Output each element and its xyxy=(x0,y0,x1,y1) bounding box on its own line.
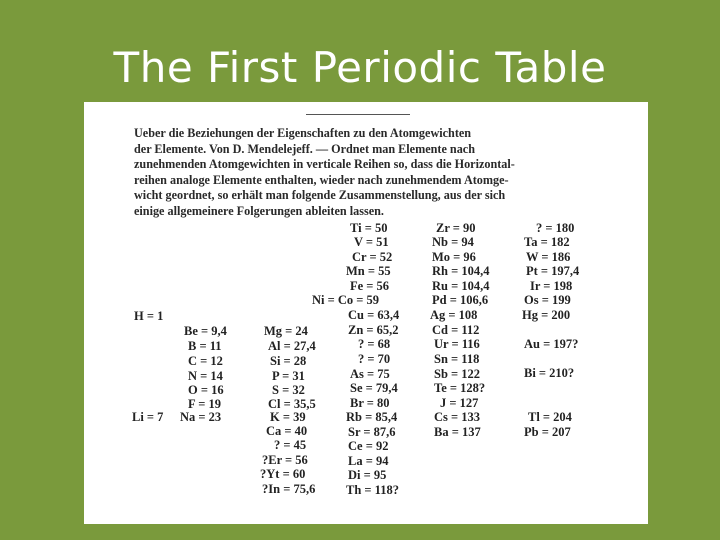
element-br: Br = 80 xyxy=(350,396,390,410)
element-pt: Pt = 197,4 xyxy=(526,264,580,278)
element-pd: Pd = 106,6 xyxy=(432,293,489,307)
element-in: ?In = 75,6 xyxy=(262,482,316,496)
element-cs: Cs = 133 xyxy=(434,410,481,424)
paragraph-line: wicht geordnet, so erhält man folgende Zusammenstellung, aus der sich xyxy=(134,188,506,203)
element-unknown-68: ? = 68 xyxy=(358,337,391,351)
element-v: V = 51 xyxy=(354,235,389,249)
element-mn: Mn = 55 xyxy=(346,264,391,278)
element-cl: Cl = 35,5 xyxy=(268,397,316,411)
slide-title: The First Periodic Table xyxy=(113,43,607,92)
element-yt: ?Yt = 60 xyxy=(260,467,306,481)
element-er: ?Er = 56 xyxy=(262,453,308,467)
element-hg: Hg = 200 xyxy=(522,308,571,322)
scanned-page xyxy=(84,102,648,524)
element-h: H = 1 xyxy=(134,309,164,323)
element-si: Si = 28 xyxy=(270,354,307,368)
paragraph-line: der Elemente. Von D. Mendelejeff. — Ordnet man Elemente nach xyxy=(134,141,475,156)
element-s: S = 32 xyxy=(272,383,305,397)
element-f: F = 19 xyxy=(188,397,222,411)
element-te: Te = 128? xyxy=(434,381,486,395)
element-ba: Ba = 137 xyxy=(434,425,481,439)
element-ni-co: Ni = Co = 59 xyxy=(312,293,380,307)
element-au: Au = 197? xyxy=(524,337,579,351)
element-ta: Ta = 182 xyxy=(524,235,570,249)
element-mo: Mo = 96 xyxy=(432,250,476,264)
element-sn: Sn = 118 xyxy=(434,352,480,366)
element-ur: Ur = 116 xyxy=(434,337,480,351)
element-rh: Rh = 104,4 xyxy=(432,264,490,278)
element-c: C = 12 xyxy=(188,354,223,368)
element-b: B = 11 xyxy=(188,339,222,353)
element-unknown-180: ? = 180 xyxy=(536,221,575,235)
element-unknown-70: ? = 70 xyxy=(358,352,391,366)
element-cu: Cu = 63,4 xyxy=(348,308,400,322)
element-ca: Ca = 40 xyxy=(266,424,308,438)
element-zr: Zr = 90 xyxy=(436,221,476,235)
paragraph-line: reihen analoge Elemente enthalten, wieder nach zunehmendem Atomge- xyxy=(134,172,509,187)
element-mg: Mg = 24 xyxy=(264,324,308,338)
separator-rule xyxy=(306,114,410,115)
element-la: La = 94 xyxy=(348,454,389,468)
element-al: Al = 27,4 xyxy=(268,339,316,353)
element-ti: Ti = 50 xyxy=(350,221,388,235)
element-be: Be = 9,4 xyxy=(184,324,227,338)
element-di: Di = 95 xyxy=(348,468,387,482)
element-ir: Ir = 198 xyxy=(530,279,573,293)
element-sr: Sr = 87,6 xyxy=(348,425,396,439)
element-se: Se = 79,4 xyxy=(350,381,398,395)
element-tl: Tl = 204 xyxy=(528,410,572,424)
element-na: Na = 23 xyxy=(180,410,222,424)
element-fe: Fe = 56 xyxy=(350,279,390,293)
element-li: Li = 7 xyxy=(132,410,164,424)
element-ce: Ce = 92 xyxy=(348,439,389,453)
element-th: Th = 118? xyxy=(346,483,399,497)
paragraph-line: einige allgemeinere Folgerungen ableiten lassen. xyxy=(134,203,384,218)
element-os: Os = 199 xyxy=(524,293,571,307)
element-zn: Zn = 65,2 xyxy=(348,323,399,337)
element-ru: Ru = 104,4 xyxy=(432,279,490,293)
element-ag: Ag = 108 xyxy=(430,308,478,322)
element-bi: Bi = 210? xyxy=(524,366,575,380)
intro-paragraph xyxy=(134,126,620,220)
element-cd: Cd = 112 xyxy=(432,323,480,337)
element-n: N = 14 xyxy=(188,369,223,383)
element-k: K = 39 xyxy=(270,410,306,424)
element-as: As = 75 xyxy=(350,367,390,381)
element-cr: Cr = 52 xyxy=(352,250,393,264)
element-o: O = 16 xyxy=(188,383,224,397)
element-pb: Pb = 207 xyxy=(524,425,571,439)
paragraph-line: zunehmenden Atomgewichten in verticale Reihen so, dass die Horizontal- xyxy=(134,157,515,172)
element-p: P = 31 xyxy=(272,369,305,383)
paragraph-line: Ueber die Beziehungen der Eigenschaften zu den Atomgewichten xyxy=(134,126,472,140)
element-sb: Sb = 122 xyxy=(434,367,481,381)
element-j: J = 127 xyxy=(440,396,479,410)
element-nb: Nb = 94 xyxy=(432,235,474,249)
element-rb: Rb = 85,4 xyxy=(346,410,398,424)
element-unknown-45: ? = 45 xyxy=(274,438,307,452)
element-w: W = 186 xyxy=(526,250,571,264)
